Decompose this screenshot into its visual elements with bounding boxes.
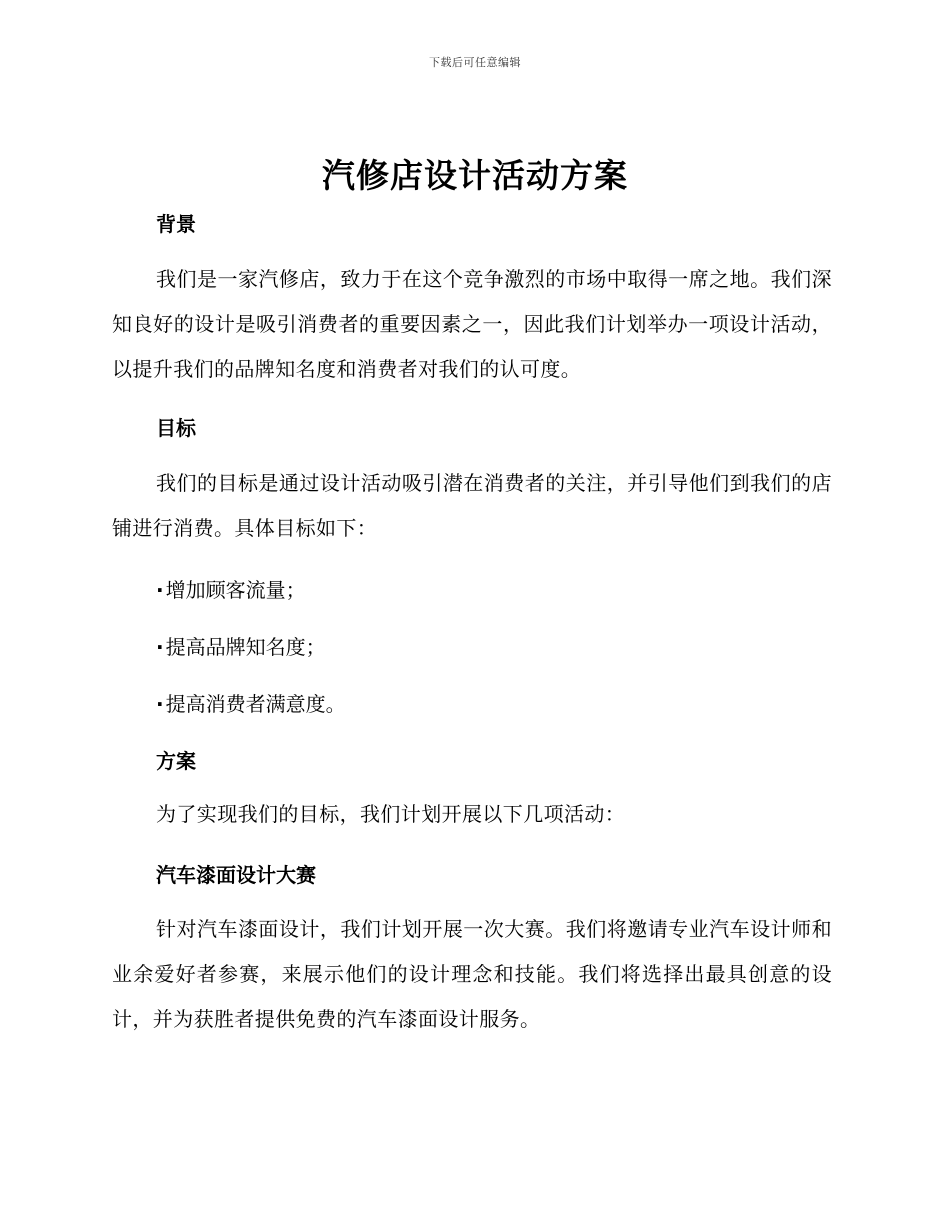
bullet-marker: ·	[156, 578, 164, 602]
section-heading-goals: 目标	[156, 416, 196, 440]
goal-list-item	[156, 574, 306, 603]
section-heading-contest: 汽车漆面设计大赛	[156, 863, 316, 887]
goal-item-text: 提高消费者满意度。	[165, 692, 346, 716]
header-note: 下载后可任意编辑	[429, 56, 521, 69]
document-title: 汽修店设计活动方案	[322, 156, 628, 195]
contest-paragraph: 针对汽车漆面设计，我们计划开展一次大赛。我们将邀请专业汽车设计师和业余爱好者参赛，来展示他们的设计理念和技能。我们将选择出最具创意的设计，并为获胜者提供免费的汽车漆面设计服务。	[112, 917, 832, 1031]
plan-paragraph: 为了实现我们的目标，我们计划开展以下几项活动：	[156, 802, 626, 826]
bullet-marker: ·	[156, 692, 164, 716]
goal-list-item	[156, 631, 326, 660]
goals-paragraph: 我们的目标是通过设计活动吸引潜在消费者的关注，并引导他们到我们的店铺进行消费。具体目标如下：	[112, 471, 832, 540]
section-heading-plan: 方案	[156, 749, 196, 773]
goal-item-text: 增加顾客流量；	[165, 578, 306, 602]
section-heading-background: 背景	[156, 212, 196, 236]
background-paragraph: 我们是一家汽修店，致力于在这个竞争激烈的市场中取得一席之地。我们深知良好的设计是吸引消费者的重要因素之一，因此我们计划举办一项设计活动，以提升我们的品牌知名度和消费者对我们的认可度。	[112, 267, 832, 381]
bullet-marker: ·	[156, 635, 164, 659]
goal-list-item	[156, 688, 346, 717]
goal-item-text: 提高品牌知名度；	[165, 635, 326, 659]
